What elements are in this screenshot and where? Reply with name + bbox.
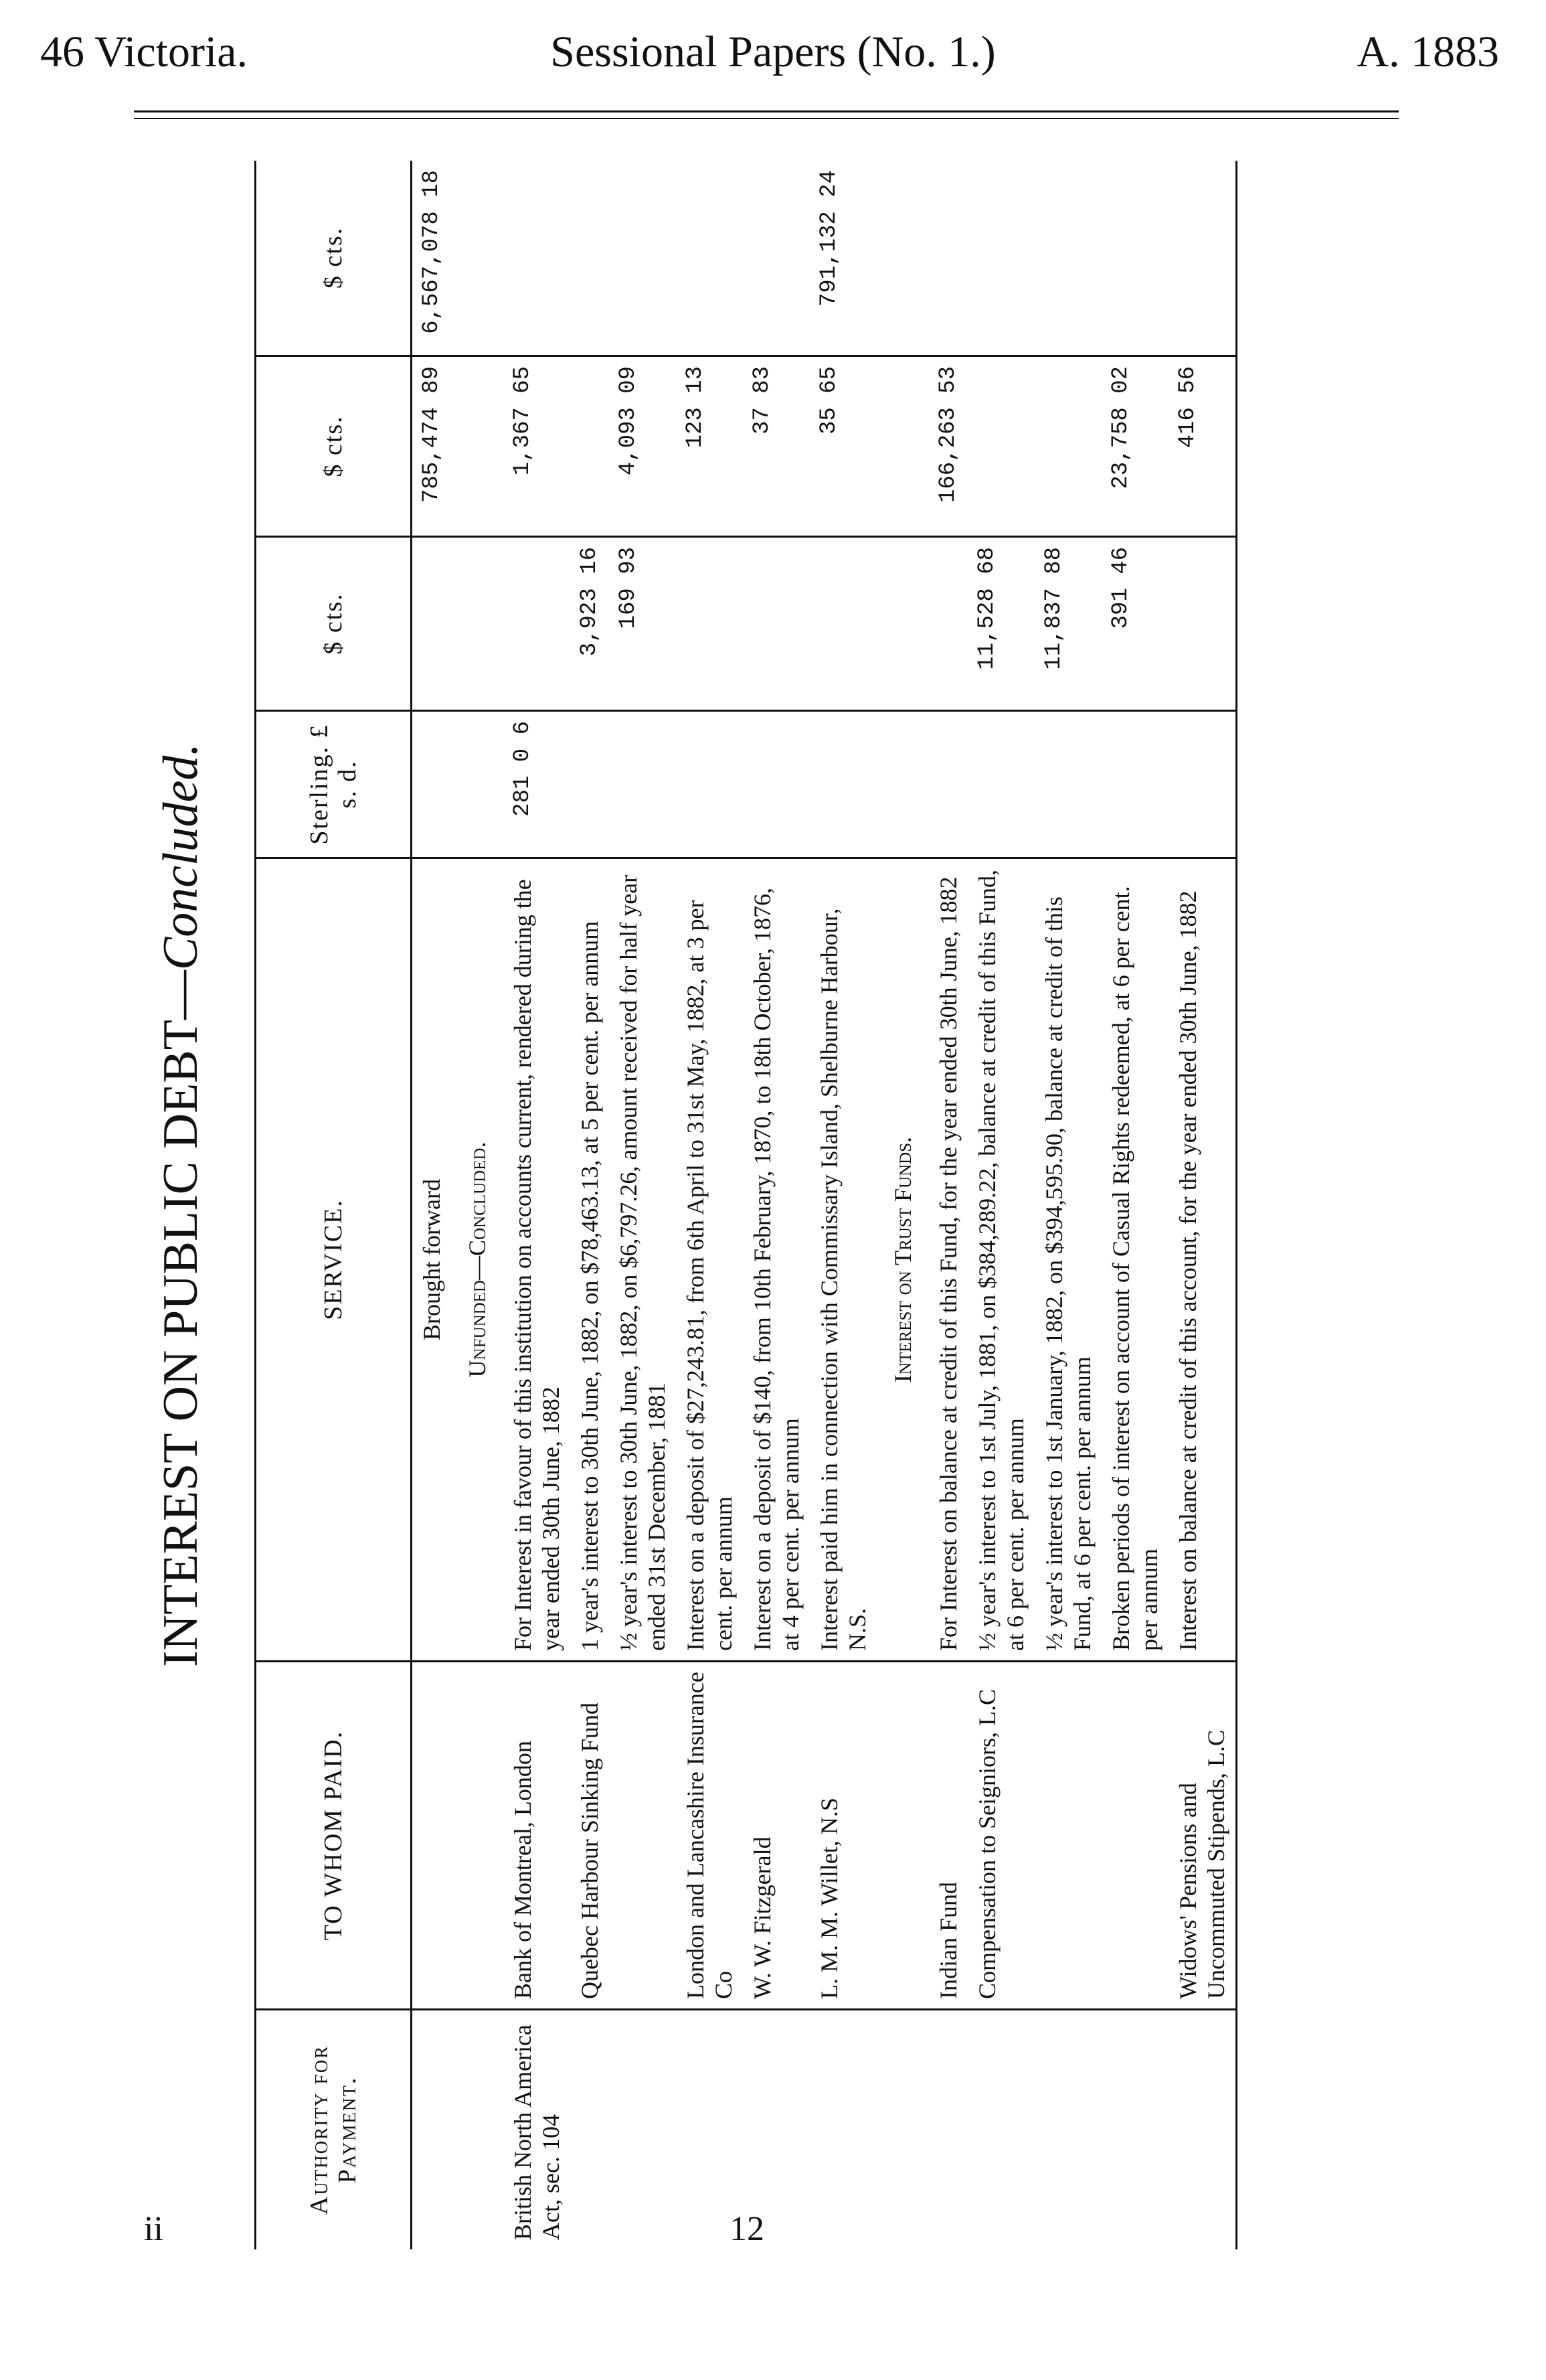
section-row-unfunded — [451, 161, 503, 2249]
sterling-cell — [570, 710, 609, 857]
sterling-cell — [1035, 710, 1102, 857]
authority-cell — [609, 2008, 676, 2249]
table-row — [1169, 161, 1235, 2249]
dollars-2-cell: 1,367 65 — [503, 355, 570, 536]
interest-table — [254, 161, 1237, 2249]
table-header — [256, 161, 412, 2249]
dollars-2-cell — [968, 355, 1035, 536]
section-unfunded: Unfunded—Concluded. — [451, 857, 503, 1660]
service-cell: Interest on a deposit of $140, from 10th February, 1870, to 18th October, 1876, at 4 per cent. per annum — [743, 857, 810, 1660]
authority-cell — [968, 2008, 1035, 2249]
whom-cell: Quebec Harbour Sinking Fund — [570, 1660, 609, 2008]
title-main: INTEREST ON PUBLIC DEBT— — [153, 970, 208, 1667]
dollars-2-cell: 123 13 — [676, 355, 743, 536]
whom-cell: Bank of Montreal, London — [503, 1660, 570, 2008]
dollars-2-cell — [1035, 355, 1102, 536]
dollars-3-cell — [503, 161, 570, 355]
footer-page-number: 12 — [729, 2210, 764, 2248]
service-cell: 1 year's interest to 30th June, 1882, on $78,463.13, at 5 per cent. per annum — [570, 857, 609, 1660]
brought-forward-label: Brought forward — [412, 857, 451, 1660]
title-suffix: Concluded. — [153, 743, 208, 971]
brought-forward-row — [412, 161, 451, 2249]
dollars-1-cell — [743, 536, 810, 710]
whom-cell: London and Lancashire Insurance Co — [676, 1660, 743, 2008]
col-whom: TO WHOM PAID. — [256, 1660, 410, 2008]
dollars-3-cell: 791,132 24 — [817, 170, 842, 307]
col-dollars-1: $ cts. — [256, 536, 410, 710]
sterling-cell — [1102, 710, 1169, 857]
col-dollars-2: $ cts. — [256, 355, 410, 536]
dollars-3-cell — [676, 161, 743, 355]
header-rule-thin — [134, 118, 1399, 119]
footer-roman: ii — [144, 2210, 163, 2248]
dollars-3-cell — [743, 161, 810, 355]
dollars-1-cell — [503, 536, 570, 710]
whom-cell: Widows' Pensions and Uncommuted Stipends, L.C — [1169, 1660, 1235, 2008]
dollars-1-cell: 391 46 — [1102, 536, 1169, 710]
page-title — [134, 161, 228, 2249]
dollars-2-cell: 416 56 — [1169, 355, 1235, 536]
sterling-cell — [810, 710, 877, 857]
sterling-cell: 281 0 6 — [503, 710, 570, 857]
sterling-cell — [929, 710, 968, 857]
dollars-2-cell: 4,093 09 — [609, 355, 676, 536]
dollars-3-cell — [1035, 161, 1102, 355]
col-dollars-3: $ cts. — [319, 226, 347, 289]
service-cell: For Interest on balance at credit of this Fund, for the year ended 30th June, 1882 — [929, 857, 968, 1660]
brought-forward-m2: 785,474 89 — [412, 355, 451, 536]
dollars-1-cell: 11,837 88 — [1035, 536, 1102, 710]
whom-cell: Indian Fund — [929, 1660, 968, 2008]
whom-cell — [1102, 1660, 1169, 2008]
section-trust-funds: Interest on Trust Funds. — [877, 857, 929, 1660]
sterling-cell — [743, 710, 810, 857]
authority-cell — [1169, 2008, 1235, 2249]
authority-cell — [570, 2008, 609, 2249]
table-row — [609, 161, 676, 2249]
dollars-3-cell — [929, 161, 968, 355]
rotated-table-page — [134, 161, 1392, 2249]
service-cell: For Interest in favour of this institution on accounts current, rendered during the year ended 30th June, 1882 — [503, 857, 570, 1660]
dollars-1-cell: 169 93 — [609, 536, 676, 710]
whom-cell — [609, 1660, 676, 2008]
header-right: A. 1883 — [1357, 27, 1499, 76]
brought-forward-m3: 6,567,078 18 — [419, 170, 444, 334]
dollars-2-cell: 35 65 — [810, 355, 877, 536]
table-row — [810, 161, 877, 2249]
header-left: 46 Victoria. — [40, 27, 248, 76]
authority-cell — [1035, 2008, 1102, 2249]
authority-cell — [810, 2008, 877, 2249]
authority-cell — [1102, 2008, 1169, 2249]
sterling-cell — [676, 710, 743, 857]
service-cell: Interest on a deposit of $27,243.81, from 6th April to 31st May, 1882, at 3 per cent. per annum — [676, 857, 743, 1660]
whom-cell: Compensation to Seigniors, L.C — [968, 1660, 1035, 2008]
service-cell: ½ year's interest to 1st January, 1882, on $394,595.90, balance at credit of this Fund, at 6 per cent. per annum — [1035, 857, 1102, 1660]
service-cell: Interest on balance at credit of this account, for the year ended 30th June, 1882 — [1169, 857, 1235, 1660]
dollars-3-cell — [968, 161, 1035, 355]
dollars-2-cell: 23,758 02 — [1102, 355, 1169, 536]
service-cell: ½ year's interest to 30th June, 1882, on $6,797.26, amount received for half year ended 31st December, 1881 — [609, 857, 676, 1660]
table-row — [743, 161, 810, 2249]
col-authority: Authority for Payment. — [256, 2008, 410, 2249]
sterling-cell — [1169, 710, 1235, 857]
whom-cell: L. M. M. Willet, N.S — [810, 1660, 877, 2008]
dollars-2-cell: 37 83 — [743, 355, 810, 536]
authority-cell — [929, 2008, 968, 2249]
table-row — [503, 161, 570, 2249]
dollars-3-cell — [609, 161, 676, 355]
header-rule — [134, 110, 1399, 112]
dollars-1-cell — [929, 536, 968, 710]
dollars-3-cell — [1102, 161, 1169, 355]
table-row — [929, 161, 968, 2249]
service-cell: Interest paid him in connection with Commissary Island, Shelburne Harbour, N.S. — [810, 857, 877, 1660]
table-row — [1035, 161, 1102, 2249]
sterling-cell — [968, 710, 1035, 857]
service-cell: ½ year's interest to 1st July, 1881, on $384,289.22, balance at credit of this Fund, at 6 per cent. per annum — [968, 857, 1035, 1660]
dollars-3-cell — [570, 161, 609, 355]
dollars-2-cell: 166,263 53 — [929, 355, 968, 536]
table-row — [1102, 161, 1169, 2249]
table-row — [570, 161, 609, 2249]
dollars-1-cell — [1169, 536, 1235, 710]
service-cell: Broken periods of interest on account of Casual Rights redeemed, at 6 per cent. per annum — [1102, 857, 1169, 1660]
unfunded-rows — [503, 161, 877, 2249]
trust-rows — [929, 161, 1235, 2249]
whom-cell — [1035, 1660, 1102, 2008]
table-row — [968, 161, 1035, 2249]
section-row-trust — [877, 161, 929, 2249]
col-service: SERVICE. — [256, 857, 410, 1660]
table-row — [676, 161, 743, 2249]
whom-cell: W. W. Fitzgerald — [743, 1660, 810, 2008]
authority-cell: British North America Act, sec. 104 — [503, 2008, 570, 2249]
dollars-1-cell — [676, 536, 743, 710]
dollars-1-cell: 3,923 16 — [570, 536, 609, 710]
col-sterling: Sterling. £ s. d. — [256, 710, 410, 857]
dollars-2-cell — [570, 355, 609, 536]
dollars-3-cell — [1169, 161, 1235, 355]
sterling-cell — [609, 710, 676, 857]
dollars-1-cell — [810, 536, 877, 710]
header-center: Sessional Papers (No. 1.) — [550, 27, 996, 76]
dollars-1-cell: 11,528 68 — [968, 536, 1035, 710]
